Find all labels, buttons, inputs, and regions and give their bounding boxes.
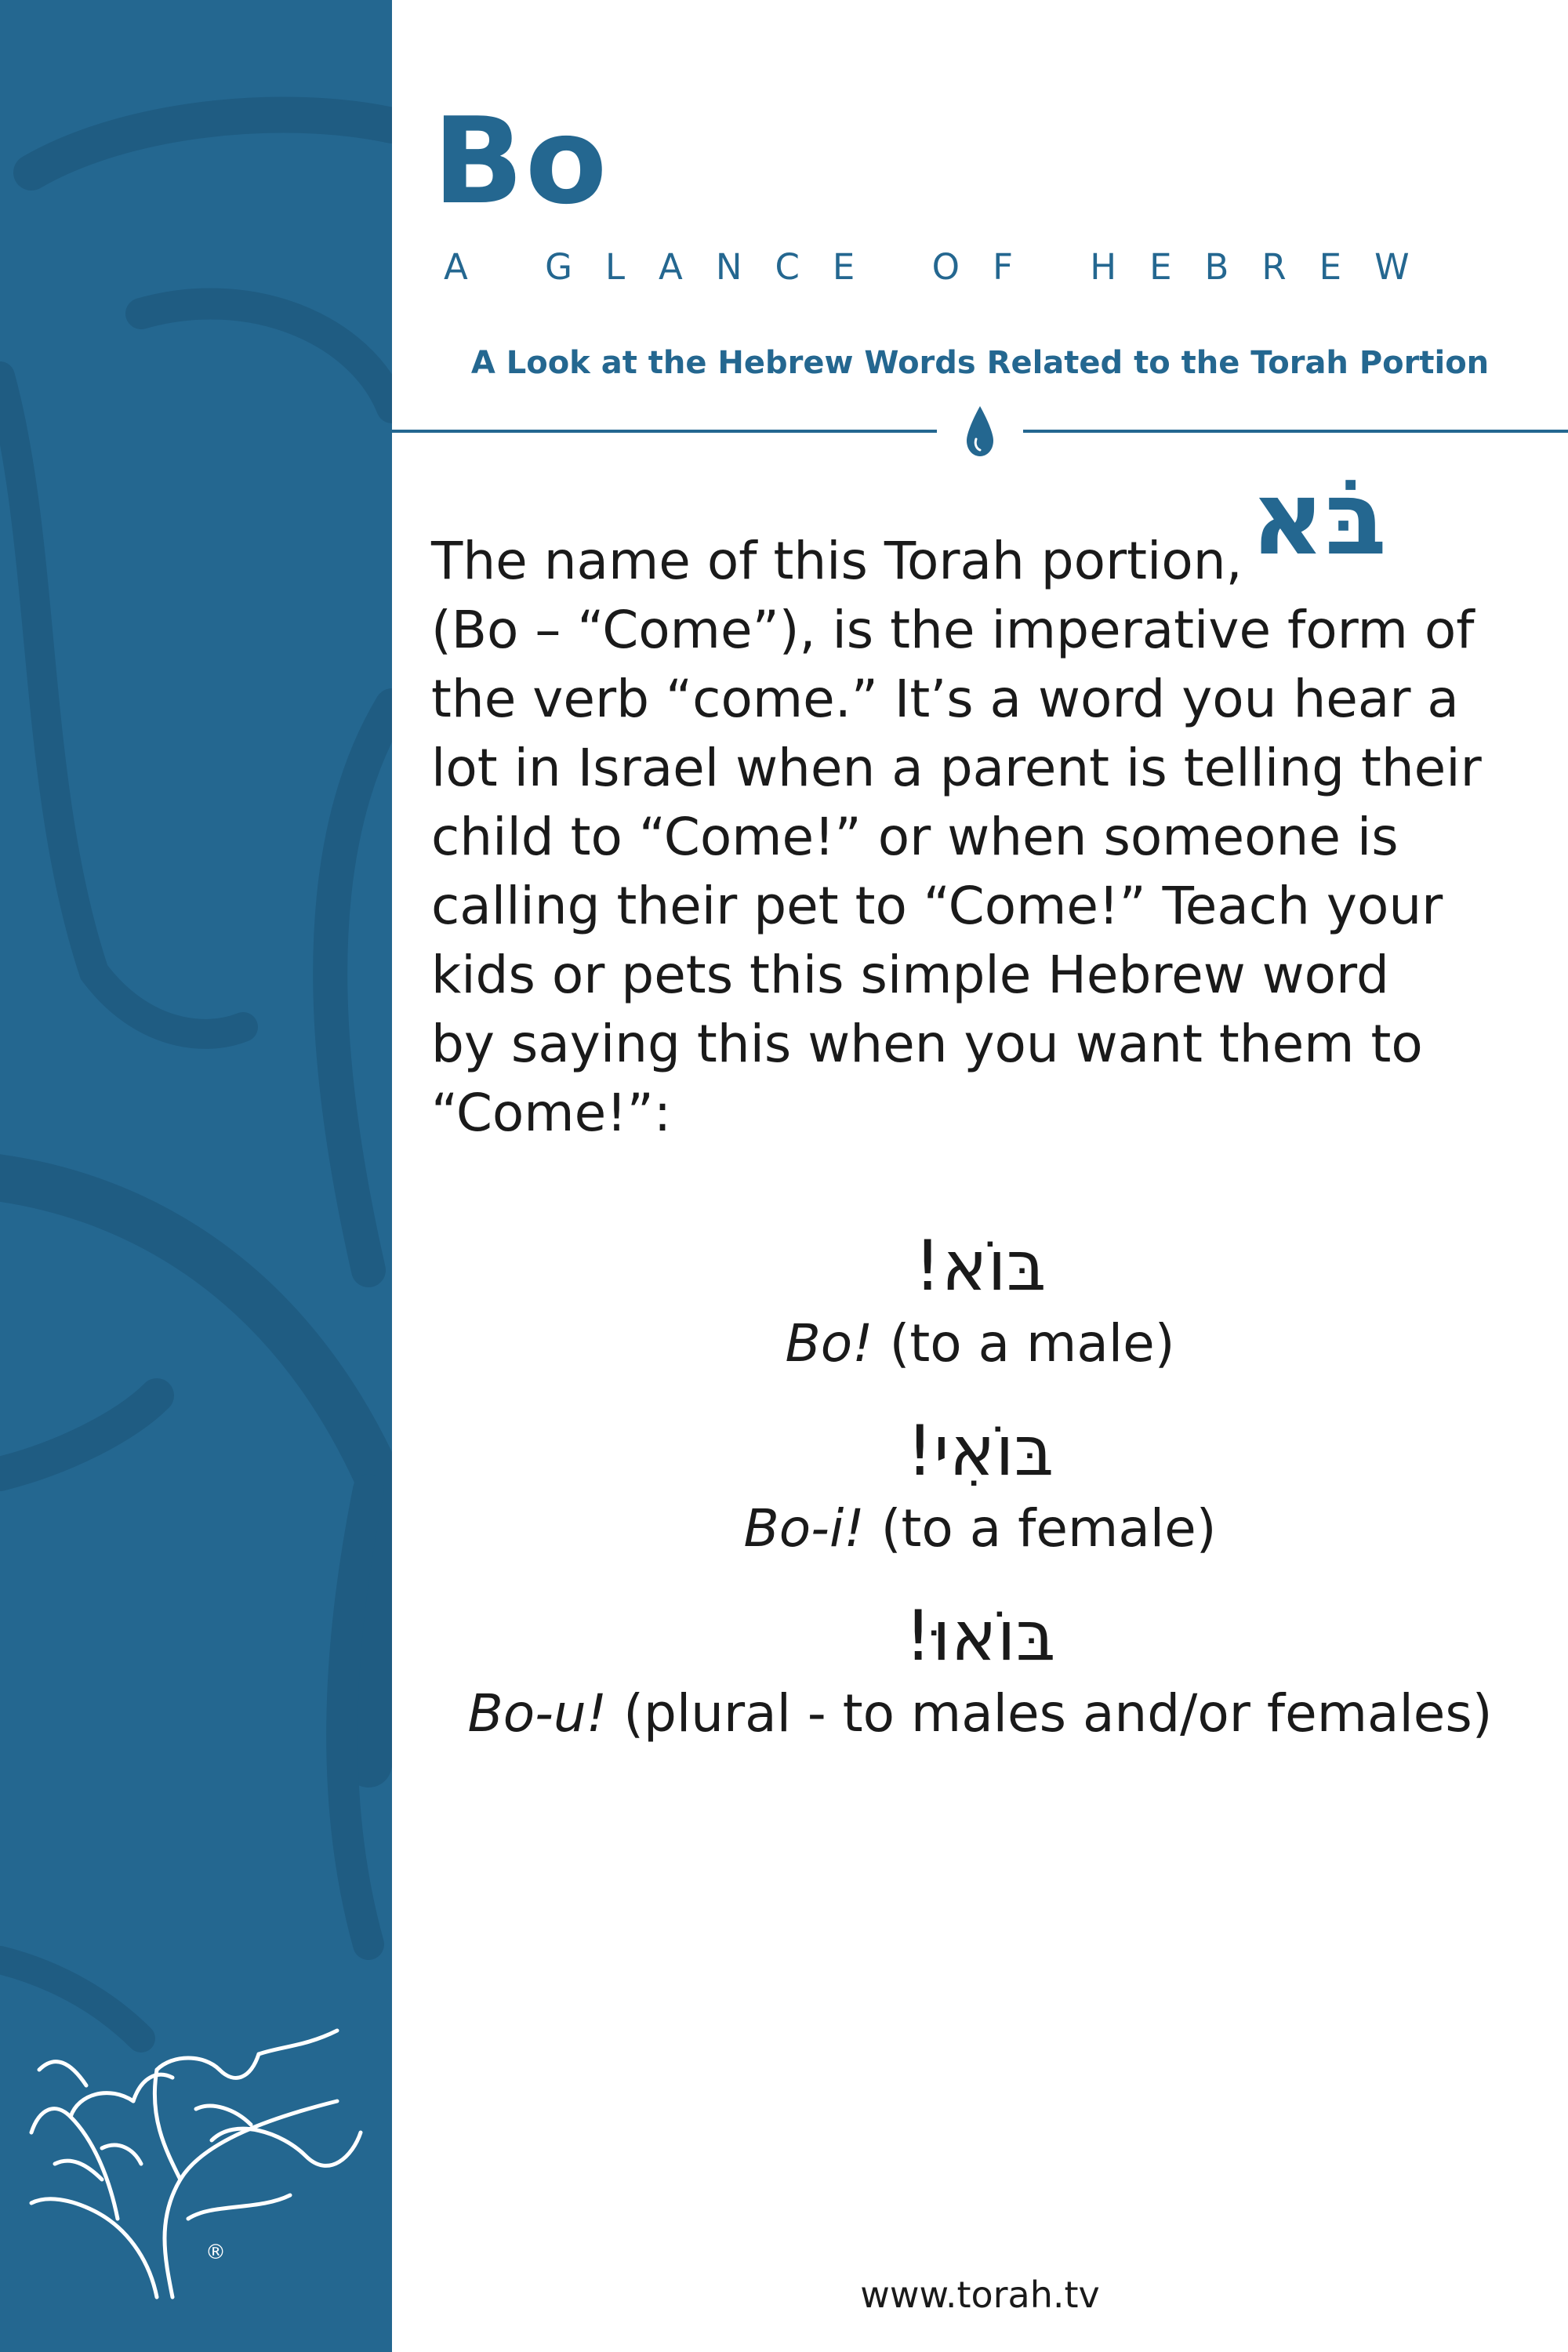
body-line: kids or pets this simple Hebrew word [431, 945, 1389, 1005]
footer-url[interactable]: www.torah.tv [860, 2274, 1100, 2316]
example-word: Bo! [785, 1313, 873, 1374]
water-drop-icon [960, 400, 1000, 463]
body-line: “Come!”: [431, 1083, 672, 1143]
example-hebrew: בּוֹא! [913, 1225, 1047, 1306]
body-line: child to “Come!” or when someone is [431, 807, 1399, 867]
examples-list [392, 1223, 1568, 1778]
divider-left [392, 430, 937, 433]
example-male [392, 1223, 1568, 1378]
page-subtitle: A GLANCE OF HEBREW [444, 246, 1443, 288]
example-gloss: (plural - to males and/or females) [607, 1683, 1493, 1744]
body-line: calling their pet to “Come!” Teach your [431, 876, 1443, 936]
body-line: The name of this Torah portion, [431, 531, 1243, 591]
example-hebrew: בּוֹאִי! [906, 1410, 1054, 1491]
sidebar-panel [0, 0, 392, 2352]
example-female [392, 1408, 1568, 1563]
body-paragraph [431, 527, 1529, 1148]
example-word: Bo-u! [467, 1683, 608, 1744]
divider-right [1023, 430, 1568, 433]
tagline: A Look at the Hebrew Words Related to the Torah Portion [470, 345, 1490, 381]
page-title: Bo [433, 92, 609, 230]
tree-logo-icon [24, 2023, 368, 2305]
example-plural [392, 1593, 1568, 1748]
example-hebrew: בּוֹאוּ! [904, 1595, 1056, 1676]
body-line: lot in Israel when a parent is telling their [431, 738, 1482, 798]
example-translation [392, 1679, 1568, 1748]
example-gloss: (to a male) [873, 1313, 1175, 1374]
body-line: the verb “come.” It’s a word you hear a [431, 669, 1459, 729]
example-translation [392, 1494, 1568, 1563]
hebrew-heading-word: בֹּא [1250, 459, 1387, 578]
registered-mark: ® [205, 2241, 226, 2264]
example-translation [392, 1309, 1568, 1378]
example-word: Bo-i! [743, 1498, 865, 1559]
body-line: (Bo – “Come”), is the imperative form of [431, 600, 1475, 660]
decorative-swirls [0, 0, 392, 2352]
example-gloss: (to a female) [864, 1498, 1217, 1559]
body-line: by saying this when you want them to [431, 1014, 1423, 1074]
